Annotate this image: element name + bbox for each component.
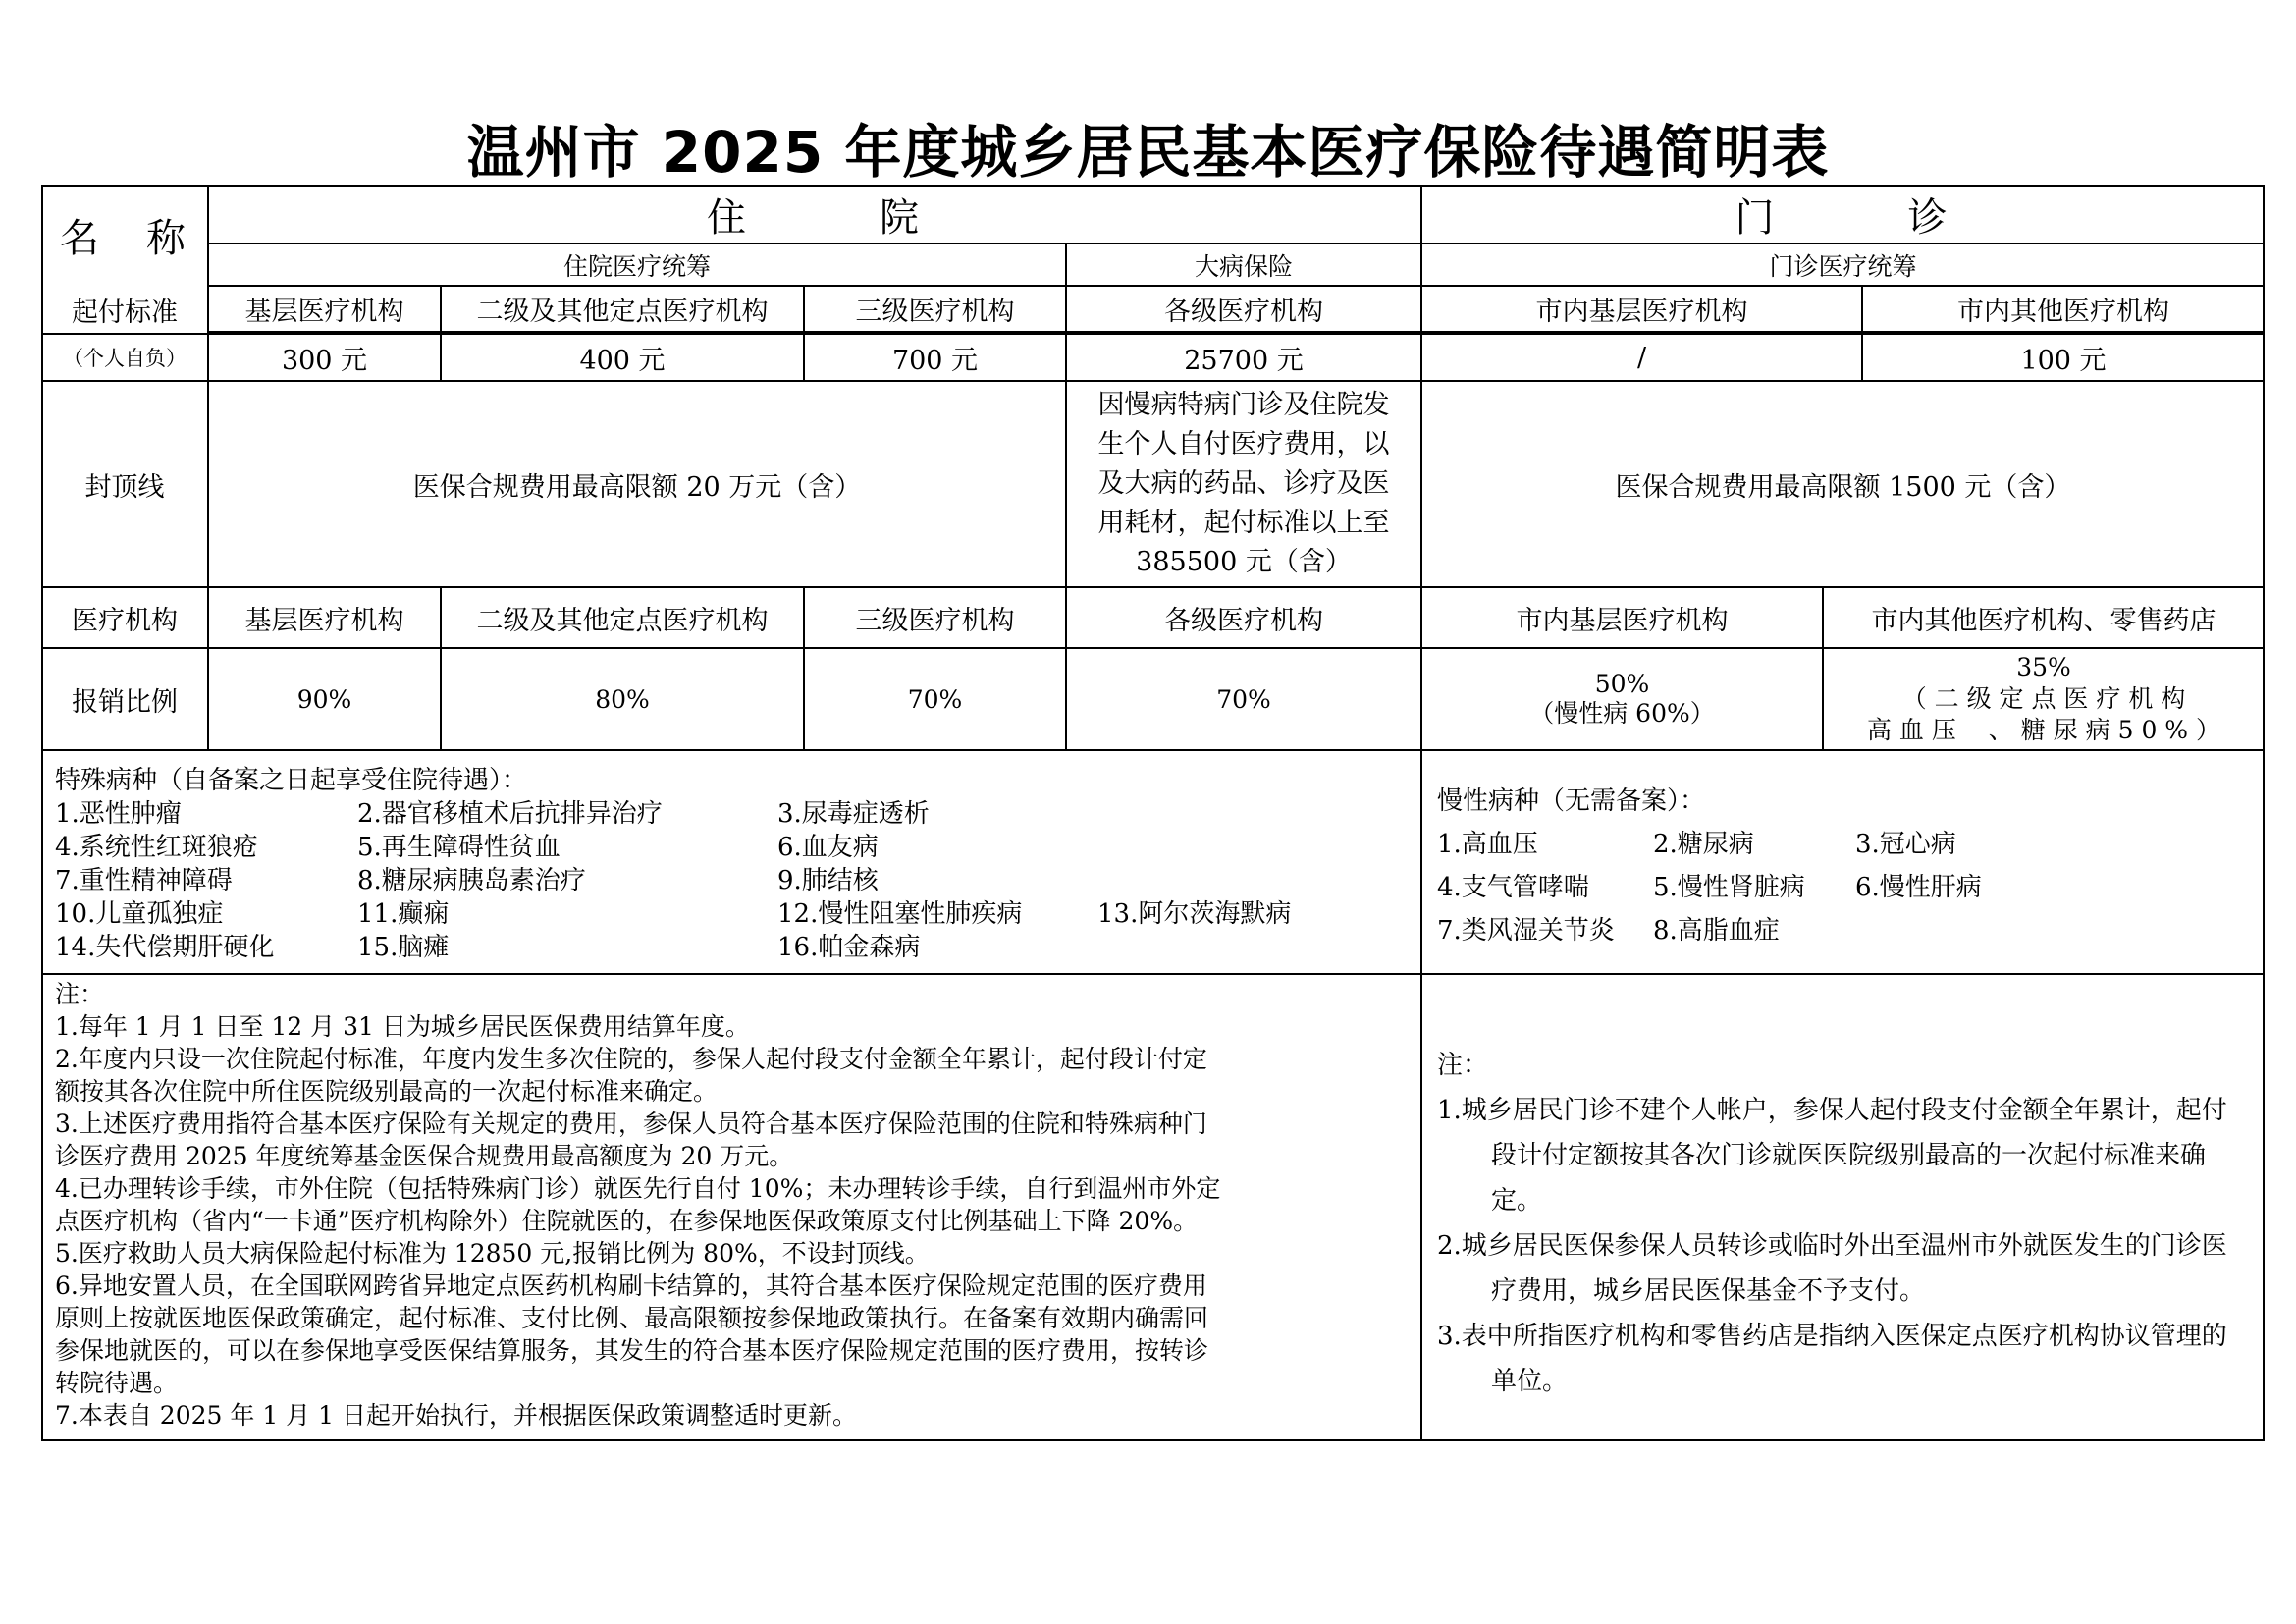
deductible-amount: 300 元 — [281, 345, 368, 376]
institution-item: 各级医疗机构 — [1164, 605, 1323, 636]
page-title: 温州市 2025 年度城乡居民基本医疗保险待遇简明表 — [466, 119, 1830, 186]
outpatient-header: 门 诊 — [1735, 194, 1951, 241]
deductible-level: 市内基层医疗机构 — [1535, 297, 1748, 327]
list-item — [55, 864, 1410, 897]
reimbursement-line: 35% — [2016, 653, 2071, 681]
name-label: 名 称 — [60, 216, 189, 261]
disease-item: 16.帕金森病 — [777, 933, 921, 962]
list-item — [55, 931, 1410, 964]
disease-item: 6.慢性肝病 — [1855, 873, 1982, 902]
note-line: 1.城乡居民门诊不建个人帐户，参保人起付段支付金额全年累计，起付段计付定额按其各次门诊就医医院级别最高的一次起付标准来确定。 — [1437, 1096, 2227, 1216]
reimbursement-value: 90% — [296, 684, 352, 714]
disease-item: 5.再生障碍性贫血 — [357, 833, 561, 862]
reimbursement-outpatient-basic — [1421, 648, 1823, 750]
note-line: 参保地就医的，可以在参保地享受医保结算服务，其发生的符合基本医疗保险规定范围的医疗费用，按转诊 — [55, 1336, 1209, 1365]
deductible-amount: 700 元 — [891, 345, 979, 376]
institution-item: 三级医疗机构 — [855, 605, 1015, 636]
deductible-level: 市内其他医疗机构 — [1957, 297, 2169, 327]
note-line: 原则上按就医地医保政策确定，起付标准、支付比例、最高限额按参保地政策执行。在备案有效期内确需回 — [55, 1304, 1209, 1332]
institution-item: 基层医疗机构 — [244, 605, 404, 636]
deductible-amount: / — [1636, 342, 1647, 373]
note-line: 转院待遇。 — [55, 1369, 179, 1397]
disease-item: 5.慢性肾脏病 — [1653, 873, 1805, 902]
notes-heading: 注： — [55, 980, 105, 1008]
deductible-level: 三级医疗机构 — [855, 297, 1015, 327]
list-item — [55, 831, 1410, 864]
note-line: 3.表中所指医疗机构和零售药店是指纳入医保定点医疗机构协议管理的单位。 — [1437, 1322, 2227, 1396]
cap-critical-line: 因慢病特病门诊及住院发 — [1097, 390, 1390, 420]
notes-heading: 注： — [1437, 1051, 1489, 1080]
reimbursement-line: 高 血 压 、 糖 尿 病 5 0 % ） — [1866, 716, 2221, 744]
chronic-diseases-block — [1437, 780, 2252, 952]
cap-outpatient: 医保合规费用最高限额 1500 元（含） — [1615, 471, 2071, 503]
reimbursement-value: 70% — [907, 684, 963, 714]
notes-left — [55, 978, 1410, 1432]
disease-item: 11.癫痫 — [357, 899, 450, 929]
disease-item: 8.糖尿病胰岛素治疗 — [357, 866, 586, 895]
list-item — [1437, 823, 2252, 866]
outpatient-pool-header: 门诊医疗统筹 — [1769, 251, 1917, 281]
disease-item: 1.恶性肿瘤 — [55, 799, 182, 829]
cap-critical-line: 用耗材，起付标准以上至 — [1097, 508, 1390, 538]
reimbursement-value: 70% — [1216, 684, 1271, 714]
disease-item: 6.血友病 — [777, 833, 879, 862]
critical-illness-header: 大病保险 — [1194, 251, 1293, 281]
cap-critical-line: 及大病的药品、诊疗及医 — [1097, 468, 1390, 499]
disease-item: 7.重性精神障碍 — [55, 866, 233, 895]
institution-item: 市内其他医疗机构、零售药店 — [1871, 605, 2216, 636]
disease-item: 2.糖尿病 — [1653, 830, 1754, 859]
deductible-label: 起付标准 — [72, 297, 178, 328]
deductible-amount: 400 元 — [579, 345, 666, 376]
note-line: 5.医疗救助人员大病保险起付标准为 12850 元,报销比例为 80%，不设封顶线。 — [55, 1239, 930, 1268]
disease-item: 15.脑瘫 — [357, 933, 450, 962]
disease-item: 3.尿毒症透析 — [777, 799, 930, 829]
deductible-amount: 100 元 — [2020, 345, 2107, 376]
chronic-diseases-heading: 慢性病种（无需备案）： — [1437, 786, 1706, 816]
note-line: 1.每年 1 月 1 日至 12 月 31 日为城乡居民医保费用结算年度。 — [55, 1012, 750, 1041]
note-line: 诊医疗费用 2025 年度统筹基金医保合规费用最高额度为 20 万元。 — [55, 1142, 794, 1170]
reimbursement-line: （ 二 级 定 点 医 疗 机 构 — [1901, 684, 2186, 713]
deductible-level: 基层医疗机构 — [244, 297, 404, 327]
deductible-sublabel: （个人自负） — [63, 346, 187, 370]
deductible-level: 各级医疗机构 — [1164, 297, 1323, 327]
deductible-level: 二级及其他定点医疗机构 — [476, 297, 769, 327]
disease-item: 10.儿童孤独症 — [55, 899, 224, 929]
reimbursement-line: 50% — [1594, 670, 1650, 698]
disease-item: 13.阿尔茨海默病 — [1097, 899, 1292, 929]
note-line: 额按其各次住院中所住医院级别最高的一次起付标准来确定。 — [55, 1077, 719, 1106]
note-line: 3.上述医疗费用指符合基本医疗保险有关规定的费用，参保人员符合基本医疗保险范围的住院和特殊病种门 — [55, 1110, 1207, 1138]
disease-item: 4.系统性红斑狼疮 — [55, 833, 258, 862]
benefits-table — [41, 185, 2265, 1441]
disease-item: 14.失代偿期肝硬化 — [55, 933, 275, 962]
institutions-label: 医疗机构 — [72, 605, 178, 636]
disease-item: 8.高脂血症 — [1653, 916, 1780, 946]
disease-item: 9.肺结核 — [777, 866, 879, 895]
note-line: 2.年度内只设一次住院起付标准，年度内发生多次住院的，参保人起付段支付金额全年累计，起付段计付定 — [55, 1045, 1207, 1073]
list-item — [1437, 909, 2252, 952]
institution-item: 市内基层医疗机构 — [1516, 605, 1729, 636]
cap-critical-line: 生个人自付医疗费用，以 — [1097, 429, 1390, 460]
notes-right — [1437, 1043, 2252, 1404]
note-line: 点医疗机构（省内“一卡通”医疗机构除外）住院就医的，在参保地医保政策原支付比例基础上下降 20%。 — [55, 1207, 1199, 1235]
deductible-amount: 25700 元 — [1184, 345, 1304, 376]
note-line: 4.已办理转诊手续，市外住院（包括特殊病门诊）就医先行自付 10%；未办理转诊手续，自行到温州市外定 — [55, 1174, 1221, 1203]
disease-item: 12.慢性阻塞性肺疾病 — [777, 899, 1023, 929]
inpatient-header: 住 院 — [707, 194, 923, 241]
reimbursement-outpatient-other — [1823, 648, 2265, 750]
cap-critical-line: 385500 元（含） — [1136, 547, 1352, 577]
cap-label: 封顶线 — [84, 471, 165, 503]
list-item — [55, 897, 1410, 931]
disease-item: 4.支气管哮喘 — [1437, 873, 1589, 902]
note-line: 6.异地安置人员，在全国联网跨省异地定点医药机构刷卡结算的，其符合基本医疗保险规定范围的医疗费用 — [55, 1272, 1207, 1300]
cap-critical-illness — [1066, 381, 1421, 587]
disease-item: 3.冠心病 — [1855, 830, 1956, 859]
list-item — [55, 797, 1410, 831]
cap-inpatient: 医保合规费用最高限额 20 万元（含） — [412, 471, 862, 503]
disease-item: 7.类风湿关节炎 — [1437, 916, 1615, 946]
special-diseases-block — [55, 764, 1410, 964]
note-line: 2.城乡居民医保参保人员转诊或临时外出至温州市外就医发生的门诊医疗费用，城乡居民医保基金不予支付。 — [1437, 1231, 2227, 1306]
reimbursement-label: 报销比例 — [72, 686, 178, 718]
disease-item: 2.器官移植术后抗排异治疗 — [357, 799, 663, 829]
list-item — [1437, 866, 2252, 909]
reimbursement-line: （慢性病 60%） — [1529, 699, 1715, 728]
reimbursement-value: 80% — [595, 684, 650, 714]
institution-item: 二级及其他定点医疗机构 — [476, 605, 769, 636]
inpatient-pool-header: 住院医疗统筹 — [562, 251, 711, 281]
special-diseases-heading: 特殊病种（自备案之日起享受住院待遇）： — [55, 766, 528, 795]
note-line: 7.本表自 2025 年 1 月 1 日起开始执行，并根据医保政策调整适时更新。 — [55, 1401, 857, 1430]
disease-item: 1.高血压 — [1437, 830, 1538, 859]
